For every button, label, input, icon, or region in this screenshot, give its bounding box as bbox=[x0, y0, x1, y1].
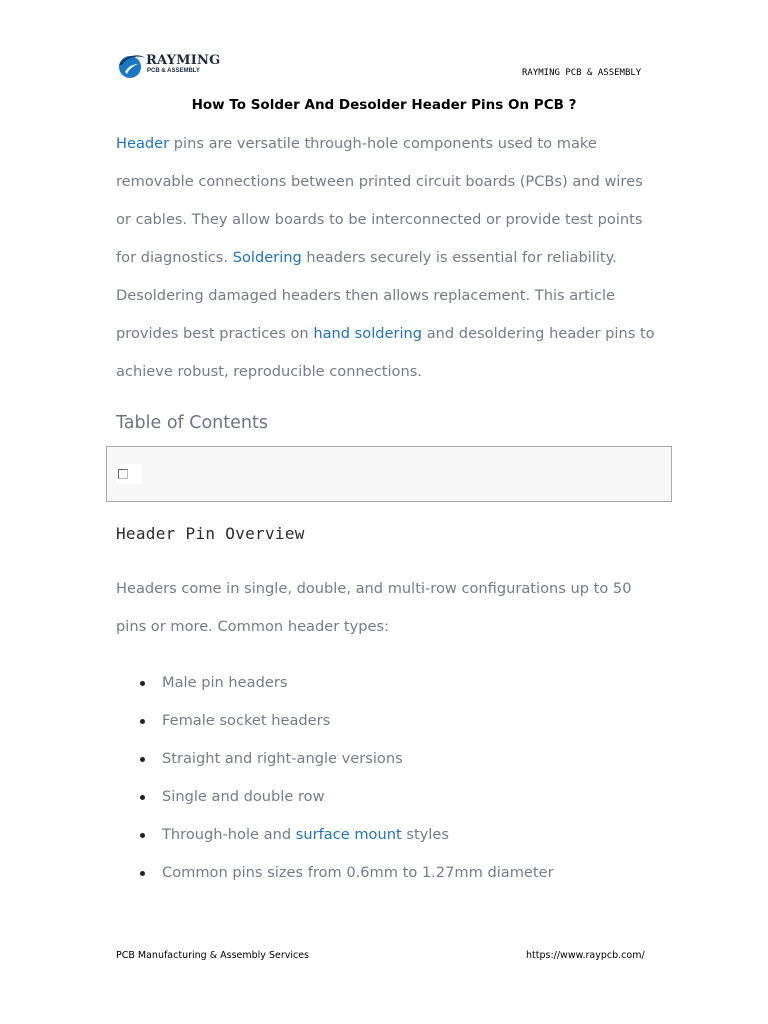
intro-line-1 bbox=[116, 125, 661, 163]
section-heading: Header Pin Overview bbox=[116, 524, 305, 543]
toc-heading: Table of Contents bbox=[116, 413, 268, 433]
checkbox-icon bbox=[118, 469, 128, 479]
header-link[interactable]: Header bbox=[116, 135, 170, 152]
intro-text: for diagnostics. bbox=[116, 249, 233, 266]
hand-soldering-link[interactable]: hand soldering bbox=[313, 325, 423, 342]
intro-line-2: removable connections between printed circuit boards (PCBs) and wires bbox=[116, 173, 643, 190]
intro-line-6 bbox=[116, 315, 661, 353]
intro-paragraph bbox=[116, 125, 661, 391]
intro-line-5: Desoldering damaged headers then allows replacement. This article bbox=[116, 287, 616, 304]
list-item-text: Through-hole and bbox=[162, 826, 296, 843]
logo-subtitle: PCB & ASSEMBLY bbox=[147, 68, 200, 74]
intro-line-3: or cables. They allow boards to be interconnected or provide test points bbox=[116, 211, 643, 228]
header-types-list bbox=[116, 664, 661, 892]
list-item bbox=[116, 740, 661, 778]
bullet-icon bbox=[140, 719, 145, 724]
list-item bbox=[116, 854, 661, 892]
section-line-2: pins or more. Common header types: bbox=[116, 618, 389, 635]
list-item-text: Straight and right-angle versions bbox=[162, 750, 403, 767]
list-item-text: Common pins sizes from 0.6mm to 1.27mm diameter bbox=[162, 864, 554, 881]
intro-text: headers securely is essential for reliability. bbox=[301, 249, 617, 266]
intro-line-7: achieve robust, reproducible connections. bbox=[116, 363, 422, 380]
bullet-icon bbox=[140, 795, 145, 800]
toc-toggle-checkbox[interactable] bbox=[116, 464, 142, 484]
footer-url-link[interactable]: https://www.raypcb.com/ bbox=[526, 950, 645, 961]
list-item bbox=[116, 702, 661, 740]
bullet-icon bbox=[140, 757, 145, 762]
toc-container bbox=[106, 446, 672, 502]
page-title: How To Solder And Desolder Header Pins On PCB ? bbox=[191, 97, 577, 113]
bullet-icon bbox=[140, 833, 145, 838]
surface-mount-link[interactable]: surface mount bbox=[295, 826, 402, 843]
intro-text: provides best practices on bbox=[116, 325, 314, 342]
header-company-name: RAYMING PCB & ASSEMBLY bbox=[522, 68, 642, 78]
rayming-logo[interactable] bbox=[116, 51, 221, 81]
list-item-text: Female socket headers bbox=[162, 712, 331, 729]
list-item-text: Single and double row bbox=[162, 788, 325, 805]
list-item-text: styles bbox=[401, 826, 449, 843]
intro-line-4 bbox=[116, 239, 661, 277]
rayming-swoosh-icon bbox=[116, 52, 146, 80]
section-line-1: Headers come in single, double, and multi-row configurations up to 50 bbox=[116, 580, 632, 597]
intro-text: pins are versatile through-hole components used to make bbox=[169, 135, 597, 152]
list-item bbox=[116, 664, 661, 702]
list-item bbox=[116, 816, 661, 854]
logo-name: RAYMING bbox=[146, 53, 221, 68]
list-item bbox=[116, 778, 661, 816]
section-paragraph bbox=[116, 570, 661, 646]
bullet-icon bbox=[140, 871, 145, 876]
soldering-link[interactable]: Soldering bbox=[232, 249, 302, 266]
footer-services: PCB Manufacturing & Assembly Services bbox=[116, 950, 310, 961]
bullet-icon bbox=[140, 681, 145, 686]
list-item-text: Male pin headers bbox=[162, 674, 288, 691]
intro-text: and desoldering header pins to bbox=[422, 325, 655, 342]
